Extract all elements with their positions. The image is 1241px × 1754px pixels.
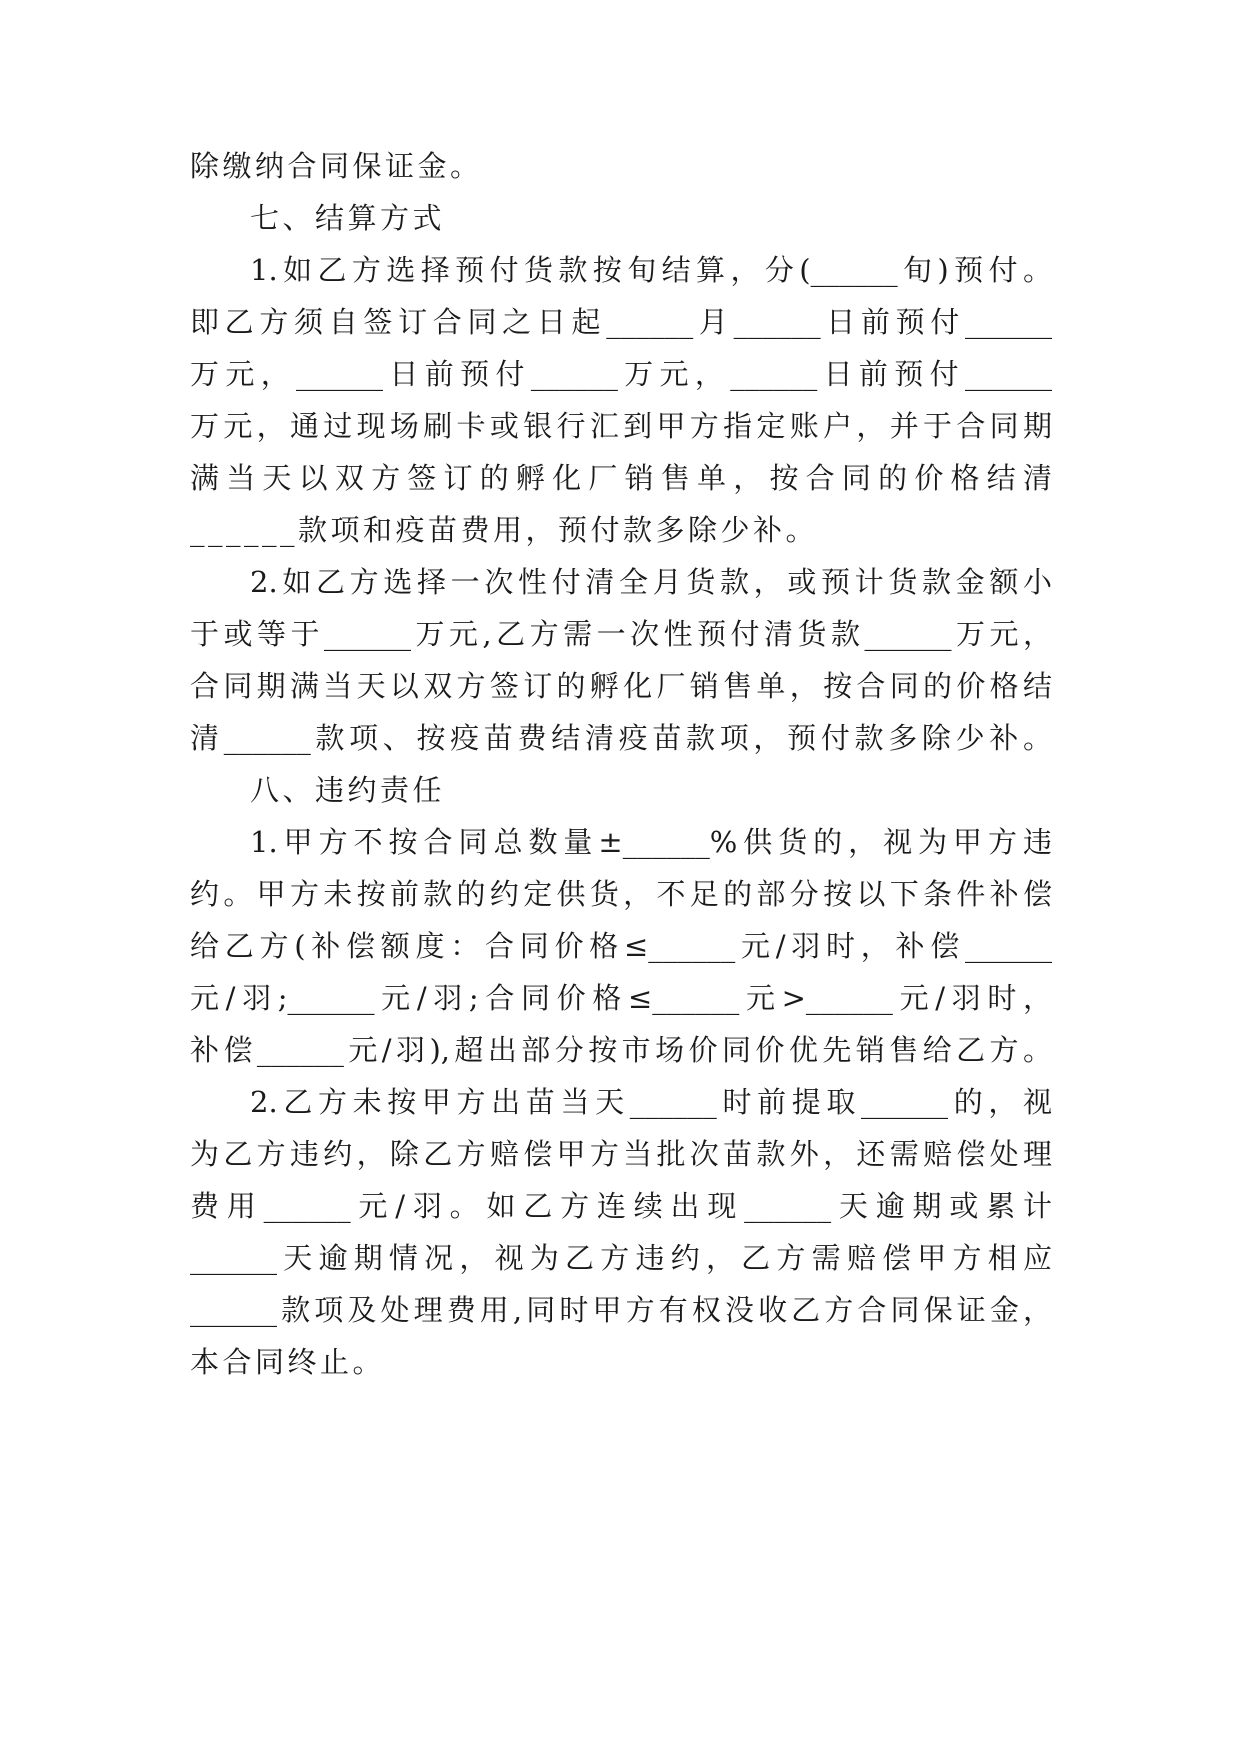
section-heading: 八、违约责任 [250,773,446,807]
text-line: 满当天以双方签订的孵化厂销售单，按合同的价格结清 [190,461,1052,495]
text-line: 补偿______元/羽),超出部分按市场价同价优先销售给乙方。 [190,1033,1052,1067]
text-line: 除缴纳合同保证金。 [190,149,483,183]
text-line: ______天逾期情况，视为乙方违约，乙方需赔偿甲方相应 [190,1241,1052,1275]
text-line: ______款项及处理费用,同时甲方有权没收乙方合同保证金， [190,1293,1052,1327]
section-heading: 七、结算方式 [250,201,446,235]
text-line: 1.甲方不按合同总数量±______%供货的，视为甲方违 [250,825,1052,859]
text-line: 元/羽;______元/羽;合同价格≤______元>______元/羽时， [190,981,1052,1015]
text-line: 2.乙方未按甲方出苗当天______时前提取______的，视 [250,1085,1052,1119]
text-line: 费用______元/羽。如乙方连续出现______天逾期或累计 [190,1189,1052,1223]
text-line: 万元，通过现场刷卡或银行汇到甲方指定账户，并于合同期 [190,409,1052,443]
text-line: 1.如乙方选择预付货款按旬结算，分(______旬)预付。 [250,253,1052,287]
text-line: 2.如乙方选择一次性付清全月货款，或预计货款金额小 [250,565,1052,599]
text-line: 合同期满当天以双方签订的孵化厂销售单，按合同的价格结 [190,669,1052,703]
text-line: ______款项和疫苗费用，预付款多除少补。 [190,513,819,547]
text-line: 于或等于______万元,乙方需一次性预付清货款______万元， [190,617,1052,651]
text-line: 本合同终止。 [190,1345,386,1379]
text-line: 万元，______日前预付______万元，______日前预付______ [190,357,1052,391]
text-line: 给乙方(补偿额度：合同价格≤______元/羽时，补偿______ [190,929,1052,963]
text-line: 即乙方须自签订合同之日起______月______日前预付______ [190,305,1052,339]
text-line: 约。甲方未按前款的约定供货，不足的部分按以下条件补偿 [190,877,1052,911]
text-line: 清______款项、按疫苗费结清疫苗款项，预付款多除少补。 [190,721,1052,755]
text-line: 为乙方违约，除乙方赔偿甲方当批次苗款外，还需赔偿处理 [190,1137,1052,1171]
